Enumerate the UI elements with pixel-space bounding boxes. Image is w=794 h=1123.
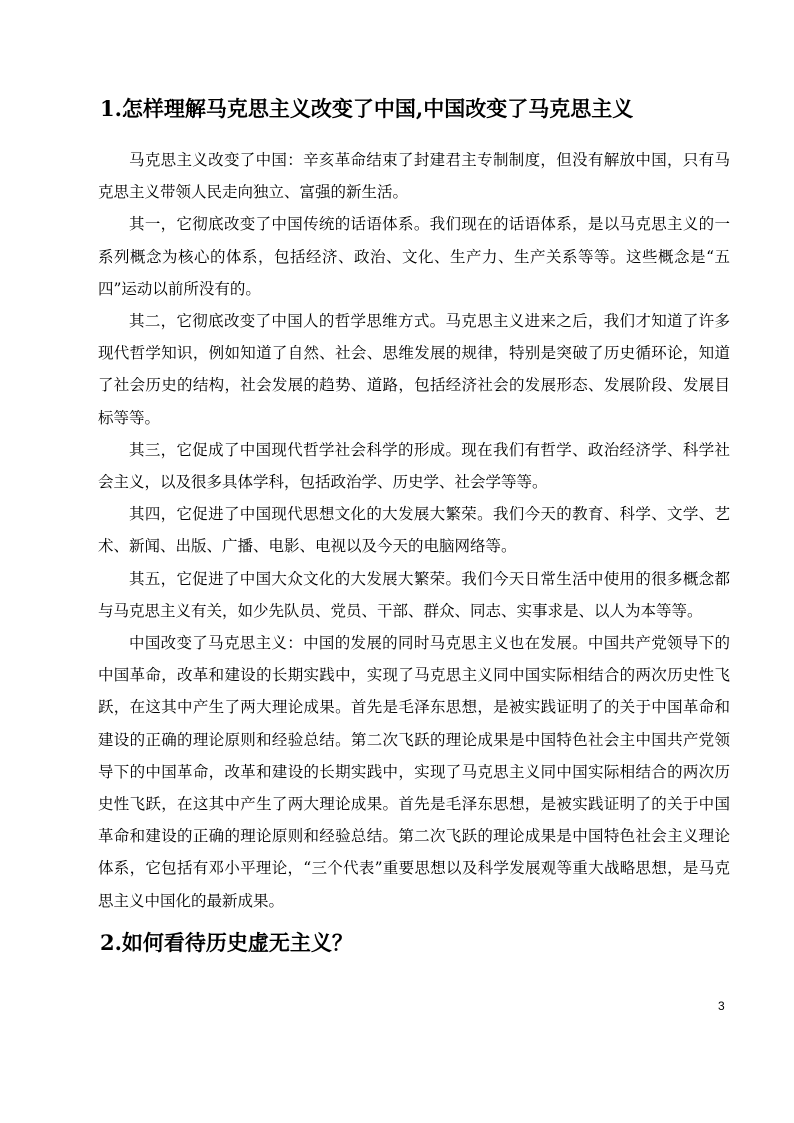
section-heading-1: 1.怎样理解马克思主义改变了中国,中国改变了马克思主义: [100, 96, 634, 121]
paragraph-point-5: 其五，它促进了中国大众文化的大发展大繁荣。我们今天日常生活中使用的很多概念都与马克思主义有关，如少先队员、党员、干部、群众、同志、实事求是、以人为本等等。: [98, 569, 730, 620]
section-heading-2: 2.如何看待历史虚无主义？: [100, 930, 353, 955]
paragraph-point-2: 其二，它彻底改变了中国人的哲学思维方式。马克思主义进来之后，我们才知道了许多现代哲学知识，例如知道了自然、社会、思维发展的规律，特别是突破了历史循环论，知道了社会历史的结构，社会发展的趋势、道路，包括经济社会的发展形态、发展阶段、发展目标等等。: [98, 312, 730, 427]
paragraph-point-1: 其一，它彻底改变了中国传统的话语体系。我们现在的话语体系，是以马克思主义的一系列概念为核心的体系，包括经济、政治、文化、生产力、生产关系等等。这些概念是“五四”运动以前所没有的。: [98, 215, 730, 298]
paragraph-china-changed-marxism: 中国改变了马克思主义：中国的发展的同时马克思主义也在发展。中国共产党领导下的中国革命，改革和建设的长期实践中，实现了马克思主义同中国实际相结合的两次历史性飞跃，在这其中产生了两大理论成果。首先是毛泽东思想，是被实践证明了的关于中国革命和建设的正确的理论原则和经验总结。第二次飞跃的理论成果是中国特色社会主中国共产党领导下的中国革命，改革和建设的长期实践中，实现了马克思主义同中国实际相结合的两次历史性飞跃，在这其中产生了两大理论成果。首先是毛泽东思想，是被实践证明了的关于中国革命和建设的正确的理论原则和经验总结。第二次飞跃的理论成果是中国特色社会主义理论体系，它包括有邓小平理论，“三个代表”重要思想以及科学发展观等重大战略思想，是马克思主义中国化的最新成果。: [98, 634, 730, 910]
section-1-body: [98, 144, 730, 917]
page-number: 3: [718, 999, 725, 1013]
paragraph-point-4: 其四，它促进了中国现代思想文化的大发展大繁荣。我们今天的教育、科学、文学、艺术、新闻、出版、广播、电影、电视以及今天的电脑网络等。: [98, 505, 730, 556]
paragraph-intro: 马克思主义改变了中国：辛亥革命结束了封建君主专制制度，但没有解放中国，只有马克思主义带领人民走向独立、富强的新生活。: [98, 151, 730, 202]
paragraph-point-3: 其三，它促成了中国现代哲学社会科学的形成。现在我们有哲学、政治经济学、科学社会主义，以及很多具体学科，包括政治学、历史学、社会学等等。: [98, 440, 730, 492]
